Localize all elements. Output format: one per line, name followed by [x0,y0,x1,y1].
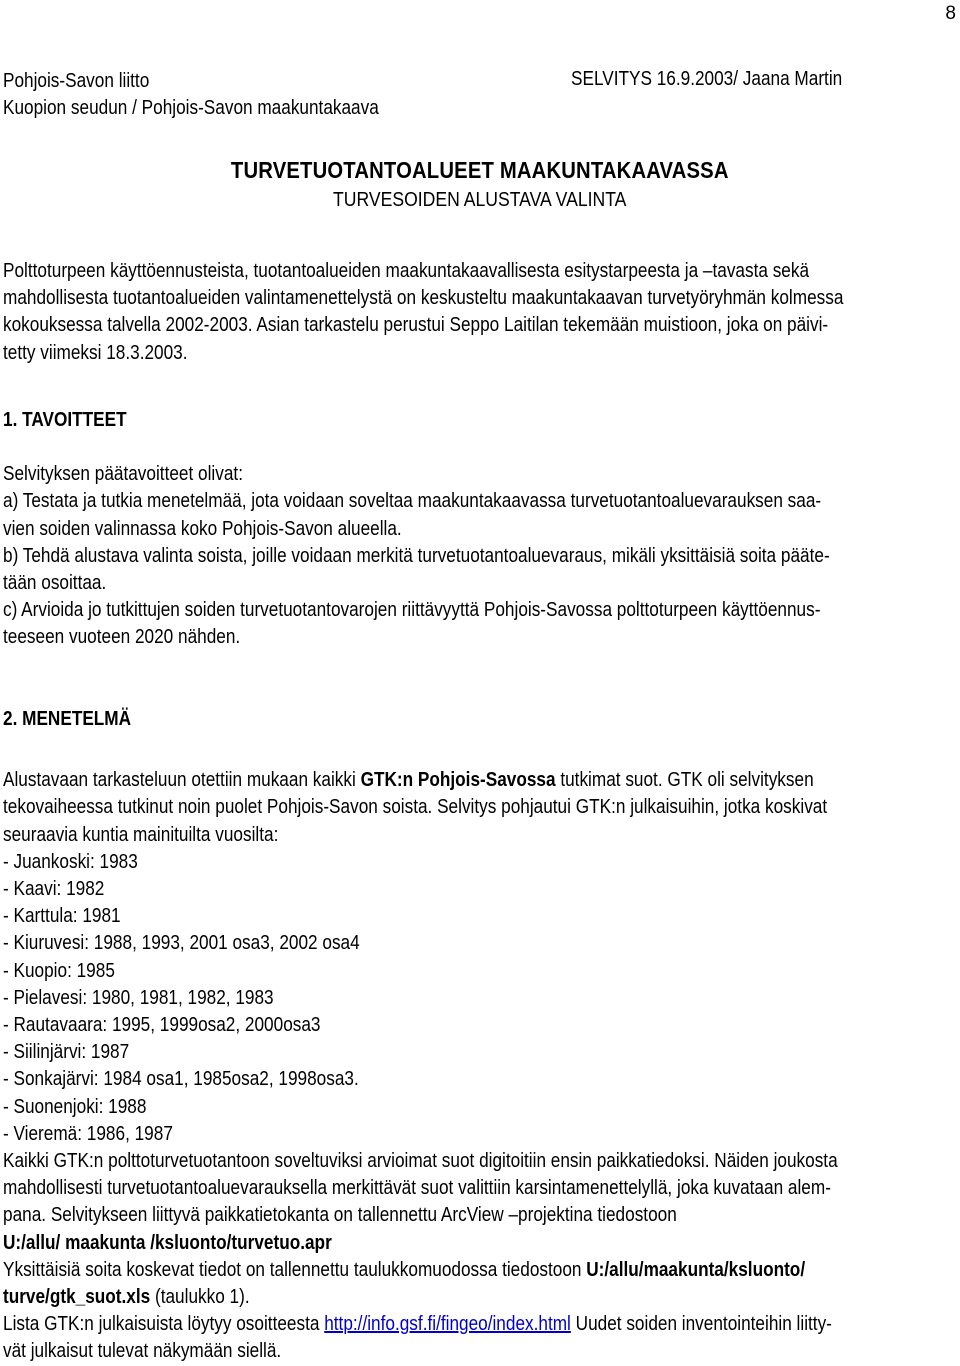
method-line: Yksittäisiä soita koskevat tiedot on tallennettu taulukkomuodossa tiedostoon U:/allu/maakunta/ksluonto/ [3,1258,806,1281]
plan-name: Kuopion seudun / Pohjois-Savon maakuntakaava [3,97,379,119]
section-method [3,706,958,1366]
report-info: SELVITYS 16.9.2003/ Jaana Martin [571,68,843,90]
text-line: kokouksessa talvella 2002-2003. Asian tarkastelu perustui Seppo Laitilan tekemään muistioon, joka on päivi- [3,314,829,337]
section-heading: 1. TAVOITTEET [3,409,127,431]
method-line: seuraavia kuntia mainituilta vuosilta: [3,823,279,846]
list-item: - Suonenjoki: 1988 [3,1095,147,1118]
gtk-emphasis: GTK:n Pohjois-Savossa [360,769,556,792]
method-line: tekovaiheessa tutkinut noin puolet Pohjois-Savon soista. Selvitys pohjautui GTK:n julkaisuihin, jotka koskivat [3,796,828,819]
section-heading: 2. MENETELMÄ [3,708,132,730]
list-item: - Kiuruvesi: 1988, 1993, 2001 osa3, 2002 osa4 [3,932,360,955]
method-line: turve/gtk_suot.xls (taulukko 1). [3,1286,250,1309]
gtk-publications-link[interactable]: http://info.gsf.fi/fingeo/index.html [324,1313,571,1336]
method-line: pana. Selvitykseen liittyvä paikkatietokanta on tallennettu ArcView –projektina tiedostoon [3,1204,677,1227]
method-line: mahdollisesti turvetuotantoaluevarauksella merkittävät suot valittiin karsintamenettelyllä, joka kuvataan alem- [3,1177,831,1200]
method-line: Lista GTK:n julkaisuista löytyy osoitteesta http://info.gsf.fi/fingeo/index.html Uudet soiden inventointeihin liitty- [3,1313,832,1336]
goal-line: b) Tehdä alustava valinta soista, joille voidaan merkitä turvetuotantoaluevaraus, mikäli yksittäisiä soita pääte- [3,544,830,567]
document-title: TURVETUOTANTOALUEET MAAKUNTAKAAVASSA [231,157,729,183]
list-item: - Kaavi: 1982 [3,878,105,901]
text-line: Polttoturpeen käyttöennusteista, tuotantoalueiden maakuntakaavallisesta esitystarpeesta ja –tavasta sekä [3,260,810,282]
page-number: 8 [945,3,956,24]
goal-line: teeseen vuoteen 2020 nähden. [3,626,241,649]
text-line: mahdollisesta tuotantoalueiden valintamenettelystä on keskusteltu maakuntakaavan turvetyöryhmän kolmessa [3,287,844,310]
file-path: turve/gtk_suot.xls [3,1286,151,1309]
list-item: - Siilinjärvi: 1987 [3,1041,130,1064]
goal-line: tään osoittaa. [3,572,107,595]
intro-paragraph [3,258,958,367]
list-item: - Vieremä: 1986, 1987 [3,1122,173,1145]
goal-line: a) Testata ja tutkia menetelmää, jota voidaan soveltaa maakuntakaavassa turvetuotantoaluevarauksen saa- [3,490,822,513]
list-item: - Karttula: 1981 [3,905,121,928]
list-item: - Kuopio: 1985 [3,959,115,982]
goal-line: c) Arvioida jo tutkittujen soiden turvetuotantovarojen riittävyyttä Pohjois-Savossa polttoturpeen käyttöennus- [3,599,821,622]
method-line: Alustavaan tarkasteluun otettiin mukaan kaikki GTK:n Pohjois-Savossa tutkimat suot. GTK oli selvityksen [3,769,814,792]
section-goals [3,407,958,652]
list-item: - Juankoski: 1983 [3,850,138,873]
goal-line: vien soiden valinnassa koko Pohjois-Savon alueella. [3,517,402,540]
method-line: vät julkaisut tulevat näkymään siellä. [3,1340,282,1363]
list-item: - Rautavaara: 1995, 1999osa2, 2000osa3 [3,1014,321,1037]
file-path: U:/allu/maakunta/ksluonto/ [586,1258,806,1281]
text-line: tetty viimeksi 18.3.2003. [3,341,188,364]
organization-name: Pohjois-Savon liitto [3,70,150,92]
file-path: U:/allu/ maakunta /ksluonto/turvetuo.apr [3,1231,332,1254]
list-item: - Sonkajärvi: 1984 osa1, 1985osa2, 1998osa3. [3,1068,359,1091]
method-line: Kaikki GTK:n polttoturvetuotantoon soveltuviksi arvioimat suot digitoitiin ensin paikkatiedoksi. Näiden joukosta [3,1150,838,1173]
section-lead: Selvityksen päätavoitteet olivat: [3,463,243,486]
document-subtitle: TURVESOIDEN ALUSTAVA VALINTA [333,189,627,211]
list-item: - Pielavesi: 1980, 1981, 1982, 1983 [3,986,274,1009]
document-header-left [3,68,379,122]
